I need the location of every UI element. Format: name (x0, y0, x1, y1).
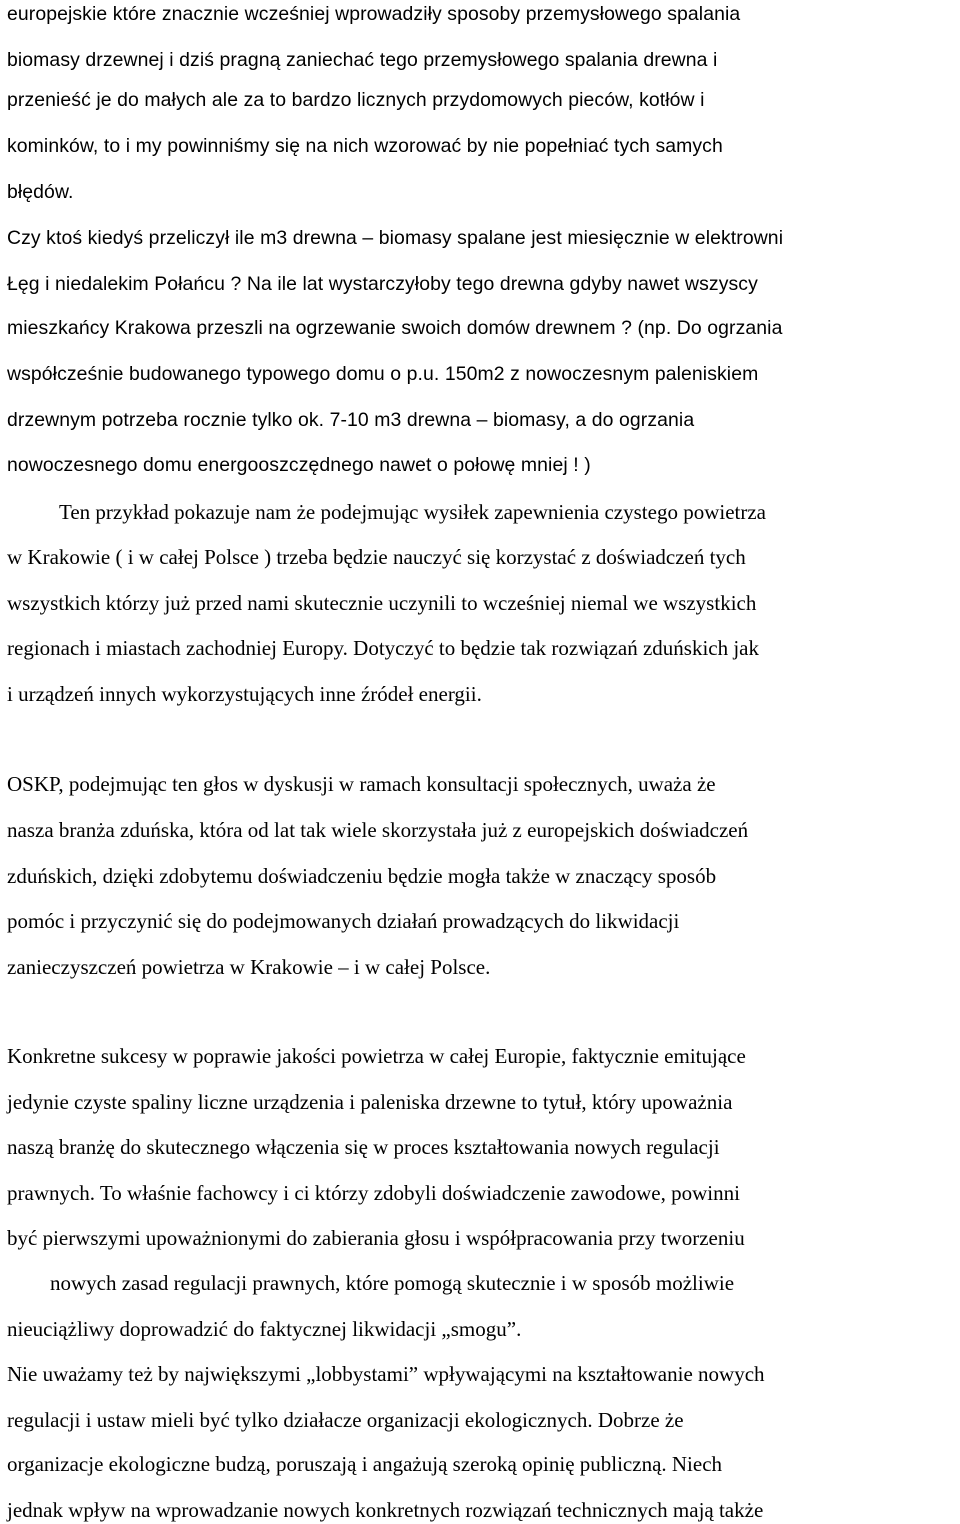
text-line: zanieczyszczeń powietrza w Krakowie – i w całej Polsce. (7, 955, 491, 979)
text-line: nieuciążliwy doprowadzić do faktycznej likwidacji „smogu”. (7, 1317, 522, 1341)
text-line: i urządzeń innych wykorzystujących inne źródeł energii. (7, 682, 482, 706)
text-line: jednak wpływ na wprowadzanie nowych konkretnych rozwiązań technicznych mają także (7, 1498, 764, 1522)
text-line: mieszkańcy Krakowa przeszli na ogrzewanie swoich domów drewnem ? (np. Do ogrzania (7, 317, 783, 339)
text-line: regulacji i ustaw mieli być tylko działacze organizacji ekologicznych. Dobrze że (7, 1408, 684, 1432)
text-line: błędów. (7, 181, 74, 203)
text-line: Ten przykład pokazuje nam że podejmując wysiłek zapewnienia czystego powietrza (59, 500, 766, 524)
text-line: nowoczesnego domu energooszczędnego nawet o połowę mniej ! ) (7, 454, 591, 476)
text-line: organizacje ekologiczne budzą, poruszają i angażują szeroką opinię publiczną. Niech (7, 1452, 723, 1476)
text-line: Konkretne sukcesy w poprawie jakości powietrza w całej Europie, faktycznie emitujące (7, 1044, 746, 1068)
text-line: zduńskich, dzięki zdobytemu doświadczeniu będzie mogła także w znaczący sposób (7, 864, 717, 888)
text-line: jedynie czyste spaliny liczne urządzenia i paleniska drzewne to tytuł, który upoważnia (7, 1090, 733, 1114)
text-line: współcześnie budowanego typowego domu o p.u. 150m2 z nowoczesnym paleniskiem (7, 363, 759, 385)
text-line: Nie uważamy też by największymi „lobbystami” wpływającymi na kształtowanie nowych (7, 1362, 765, 1386)
text-line: biomasy drzewnej i dziś pragną zaniechać tego przemysłowego spalania drewna i (7, 49, 718, 71)
text-line: OSKP, podejmując ten głos w dyskusji w ramach konsultacji społecznych, uważa że (7, 772, 716, 796)
text-line: regionach i miastach zachodniej Europy. Dotyczyć to będzie tak rozwiązań zduńskich jak (7, 636, 760, 660)
text-line: wszystkich którzy już przed nami skutecznie uczynili to wcześniej niemal we wszystkich (7, 591, 757, 615)
text-line: Łęg i niedalekim Połańcu ? Na ile lat wystarczyłoby tego drewna gdyby nawet wszyscy (7, 273, 758, 295)
text-line: drzewnym potrzeba rocznie tylko ok. 7-10 m3 drewna – biomasy, a do ogrzania (7, 409, 695, 431)
text-line: pomóc i przyczynić się do podejmowanych działań prowadzących do likwidacji (7, 909, 680, 933)
text-line: w Krakowie ( i w całej Polsce ) trzeba będzie nauczyć się korzystać z doświadczeń tych (7, 545, 746, 569)
text-line: Czy ktoś kiedyś przeliczył ile m3 drewna – biomasy spalane jest miesięcznie w elektrowni (7, 227, 784, 249)
text-line: prawnych. To właśnie fachowcy i ci którzy zdobyli doświadczenie zawodowe, powinni (7, 1181, 740, 1205)
text-line: nowych zasad regulacji prawnych, które pomogą skutecznie i w sposób możliwie (50, 1271, 735, 1295)
text-line: być pierwszymi upoważnionymi do zabierania głosu i współpracowania przy tworzeniu (7, 1226, 745, 1250)
text-line: europejskie które znacznie wcześniej wprowadziły sposoby przemysłowego spalania (7, 3, 741, 25)
text-line: nasza branża zduńska, która od lat tak wiele skorzystała już z europejskich doświadczeń (7, 818, 749, 842)
text-line: kominków, to i my powinniśmy się na nich wzorować by nie popełniać tych samych (7, 135, 723, 157)
text-line: naszą branżę do skutecznego włączenia się w proces kształtowania nowych regulacji (7, 1135, 720, 1159)
text-line: przenieść je do małych ale za to bardzo licznych przydomowych pieców, kotłów i (7, 89, 705, 111)
